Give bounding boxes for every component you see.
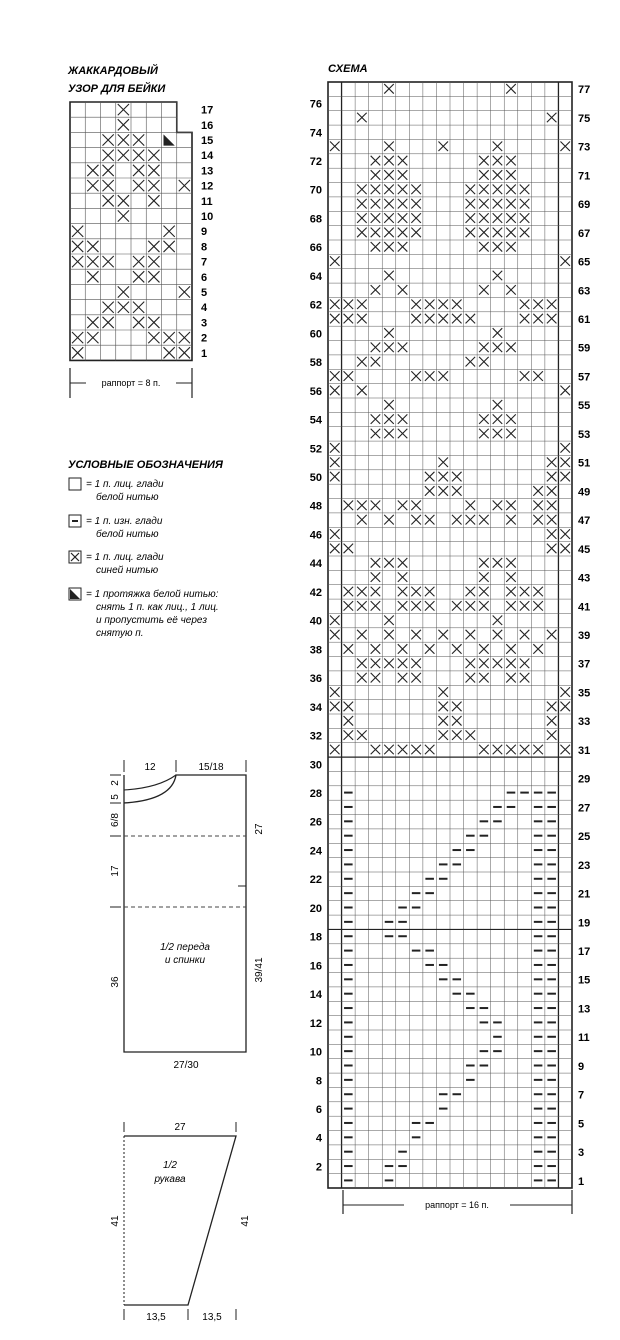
jacquard-title-line2: УЗОР ДЛЯ БЕЙКИ <box>68 83 166 95</box>
scheme-row-number-right: 29 <box>578 773 591 786</box>
scheme-row-number-right: 37 <box>578 658 591 671</box>
scheme-row-number-left: 52 <box>309 443 322 456</box>
legend-empty-square-icon <box>69 478 81 490</box>
scheme-row-number-right: 47 <box>578 515 591 528</box>
body-dim-left-2: 2 <box>110 780 121 786</box>
jacquard-row-number: 17 <box>201 104 214 117</box>
scheme-row-number-right: 35 <box>578 687 591 700</box>
scheme-row-number-left: 70 <box>309 184 322 197</box>
legend-item-4-line3: и пропустить её через <box>96 615 208 626</box>
scheme-row-number-left: 4 <box>315 1132 322 1145</box>
scheme-row-number-left: 14 <box>309 989 322 1002</box>
scheme-row-number-right: 49 <box>578 486 591 499</box>
sleeve-pattern <box>110 1122 251 1323</box>
legend-item-1-line1: = 1 п. лиц. глади <box>86 479 164 490</box>
scheme-row-number-right: 59 <box>578 342 591 355</box>
scheme-row-number-right: 43 <box>578 572 591 585</box>
scheme-row-number-left: 2 <box>315 1161 322 1174</box>
legend-item-1-line2: белой нитью <box>96 492 159 503</box>
scheme-row-number-right: 55 <box>578 400 591 413</box>
jacquard-row-number: 2 <box>201 332 208 345</box>
scheme-repeat-label: раппорт = 16 п. <box>425 1200 489 1210</box>
body-dim-left-36: 36 <box>110 976 121 988</box>
scheme-row-number-left: 40 <box>309 615 322 628</box>
scheme-row-number-left: 24 <box>309 845 322 858</box>
sleeve-dim-left: 41 <box>110 1215 121 1227</box>
body-dim-left-6-8: 6/8 <box>110 813 121 827</box>
body-back-neckline <box>124 775 176 790</box>
jacquard-row-number: 15 <box>201 135 214 147</box>
jacquard-row-number: 3 <box>201 317 208 330</box>
scheme-row-number-left: 30 <box>309 759 322 772</box>
body-outline <box>124 775 246 1052</box>
scheme-row-number-left: 38 <box>309 644 322 657</box>
body-dim-right-27: 27 <box>254 823 265 835</box>
scheme-row-number-right: 1 <box>578 1175 585 1188</box>
scheme-row-number-right: 65 <box>578 256 591 269</box>
scheme-row-number-right: 41 <box>578 601 591 614</box>
body-label-line1: 1/2 переда <box>160 942 210 953</box>
legend <box>68 459 224 639</box>
legend-item-2-line2: белой нитью <box>96 529 159 540</box>
jacquard-row-number: 6 <box>201 271 208 284</box>
legend-item-4-line2: снять 1 п. как лиц., 1 лиц. <box>96 602 219 613</box>
scheme-row-number-right: 45 <box>578 543 591 556</box>
scheme-row-number-left: 32 <box>309 730 322 743</box>
scheme-row-number-right: 7 <box>578 1089 585 1102</box>
jacquard-title-line1: ЖАККАРДОВЫЙ <box>68 65 158 77</box>
scheme-row-number-left: 50 <box>309 472 322 484</box>
legend-item-2-line1: = 1 п. изн. глади <box>86 516 163 527</box>
sleeve-outline <box>124 1136 236 1305</box>
jacquard-row-number: 16 <box>201 119 214 132</box>
scheme-row-number-right: 39 <box>578 630 591 642</box>
scheme-row-number-right: 51 <box>578 457 591 470</box>
body-dim-left-17: 17 <box>110 865 121 877</box>
scheme-row-number-left: 8 <box>315 1075 322 1088</box>
jacquard-grid <box>70 102 192 360</box>
scheme-row-number-left: 20 <box>309 902 322 915</box>
jacquard-row-number: 7 <box>201 256 208 269</box>
jacquard-row-number: 5 <box>201 287 208 299</box>
scheme-row-number-left: 36 <box>309 673 322 686</box>
jacquard-repeat-label: раппорт = 8 п. <box>101 378 161 388</box>
scheme-row-number-right: 23 <box>578 859 591 872</box>
scheme-row-number-right: 57 <box>578 371 591 384</box>
sleeve-dim-bottom-right: 13,5 <box>202 1312 222 1323</box>
scheme-row-number-left: 76 <box>309 98 322 111</box>
scheme-row-number-left: 58 <box>309 357 322 370</box>
jacquard-row-number: 8 <box>201 241 208 254</box>
scheme-row-number-right: 31 <box>578 744 591 757</box>
jacquard-row-number: 11 <box>201 195 213 208</box>
jacquard-chart <box>67 64 214 398</box>
scheme-row-number-left: 66 <box>309 242 322 255</box>
sleeve-dim-top: 27 <box>174 1122 186 1133</box>
scheme-row-number-right: 67 <box>578 227 591 240</box>
scheme-row-number-left: 60 <box>309 328 322 341</box>
scheme-row-number-right: 15 <box>578 974 591 987</box>
scheme-row-number-right: 69 <box>578 199 591 212</box>
legend-item-3-line1: = 1 п. лиц. глади <box>86 552 164 563</box>
scheme-title: СХЕМА <box>328 63 368 75</box>
legend-title: УСЛОВНЫЕ ОБОЗНАЧЕНИЯ <box>68 459 223 471</box>
body-dim-top-right: 15/18 <box>198 762 224 773</box>
scheme-row-numbers-left <box>310 99 323 1174</box>
scheme-row-number-right: 61 <box>578 314 591 326</box>
scheme-row-number-right: 21 <box>578 888 591 901</box>
scheme-row-number-left: 6 <box>315 1104 322 1116</box>
scheme-row-number-left: 68 <box>309 213 322 226</box>
jacquard-row-numbers <box>201 105 214 360</box>
body-dim-left-5: 5 <box>110 794 121 800</box>
scheme-row-number-right: 73 <box>578 141 591 154</box>
scheme-row-number-left: 48 <box>309 500 322 513</box>
scheme-row-number-left: 54 <box>309 414 322 427</box>
scheme-row-number-left: 28 <box>309 788 322 800</box>
scheme-row-number-right: 33 <box>578 716 591 729</box>
scheme-row-number-left: 34 <box>309 701 322 714</box>
scheme-row-number-left: 22 <box>309 874 322 887</box>
scheme-row-number-left: 18 <box>309 931 322 944</box>
scheme-row-number-right: 63 <box>578 285 591 298</box>
jacquard-row-number: 4 <box>201 302 208 315</box>
scheme-row-number-left: 10 <box>309 1046 322 1059</box>
scheme-row-number-right: 77 <box>578 84 591 97</box>
legend-item-3-line2: синей нитью <box>96 565 159 576</box>
sleeve-label-line1: 1/2 <box>163 1160 177 1171</box>
body-pattern <box>110 760 265 1071</box>
scheme-row-number-right: 3 <box>578 1147 585 1160</box>
scheme-row-number-left: 16 <box>309 960 322 973</box>
scheme-row-number-left: 46 <box>309 529 322 542</box>
scheme-row-number-right: 27 <box>578 802 591 815</box>
scheme-row-number-right: 19 <box>578 917 591 930</box>
body-dim-right-39-41: 39/41 <box>254 957 265 983</box>
body-dim-bottom: 27/30 <box>173 1060 199 1071</box>
scheme-row-number-right: 25 <box>578 831 591 844</box>
scheme-row-number-right: 17 <box>578 946 591 958</box>
jacquard-row-number: 13 <box>201 165 214 178</box>
scheme-row-number-left: 26 <box>309 816 322 829</box>
scheme-grid <box>328 82 572 1188</box>
scheme-row-number-right: 9 <box>578 1060 585 1073</box>
scheme-row-number-left: 44 <box>309 558 322 571</box>
jacquard-row-number: 9 <box>201 226 208 239</box>
scheme-row-number-right: 13 <box>578 1003 591 1016</box>
scheme-row-number-left: 72 <box>309 156 322 168</box>
body-dim-top-left: 12 <box>144 762 156 773</box>
legend-item-4-line4: снятую п. <box>96 628 144 639</box>
legend-item-4-line1: = 1 протяжка белой нитью: <box>86 589 219 600</box>
scheme-row-number-left: 74 <box>309 127 322 140</box>
scheme-row-number-right: 5 <box>578 1118 585 1131</box>
scheme-row-number-left: 42 <box>309 586 322 599</box>
sleeve-label-line2: рукава <box>154 1174 186 1185</box>
scheme-row-number-left: 62 <box>309 299 322 312</box>
body-label-line2: и спинки <box>164 955 206 966</box>
scheme-row-number-left: 56 <box>309 385 322 398</box>
jacquard-row-number: 12 <box>201 180 214 193</box>
jacquard-row-number: 10 <box>201 211 214 223</box>
scheme-row-number-left: 64 <box>309 270 322 283</box>
jacquard-row-number: 14 <box>201 150 214 163</box>
scheme-row-number-right: 53 <box>578 428 591 441</box>
scheme-row-number-right: 75 <box>578 112 591 125</box>
scheme-chart <box>310 63 591 1214</box>
jacquard-row-number: 1 <box>201 347 208 360</box>
scheme-row-number-right: 11 <box>578 1032 590 1045</box>
scheme-row-numbers-right <box>578 84 590 1188</box>
sleeve-dim-bottom-left: 13,5 <box>146 1312 166 1323</box>
scheme-row-number-left: 12 <box>309 1017 322 1030</box>
scheme-row-number-right: 71 <box>578 170 591 183</box>
sleeve-dim-right: 41 <box>240 1215 251 1227</box>
